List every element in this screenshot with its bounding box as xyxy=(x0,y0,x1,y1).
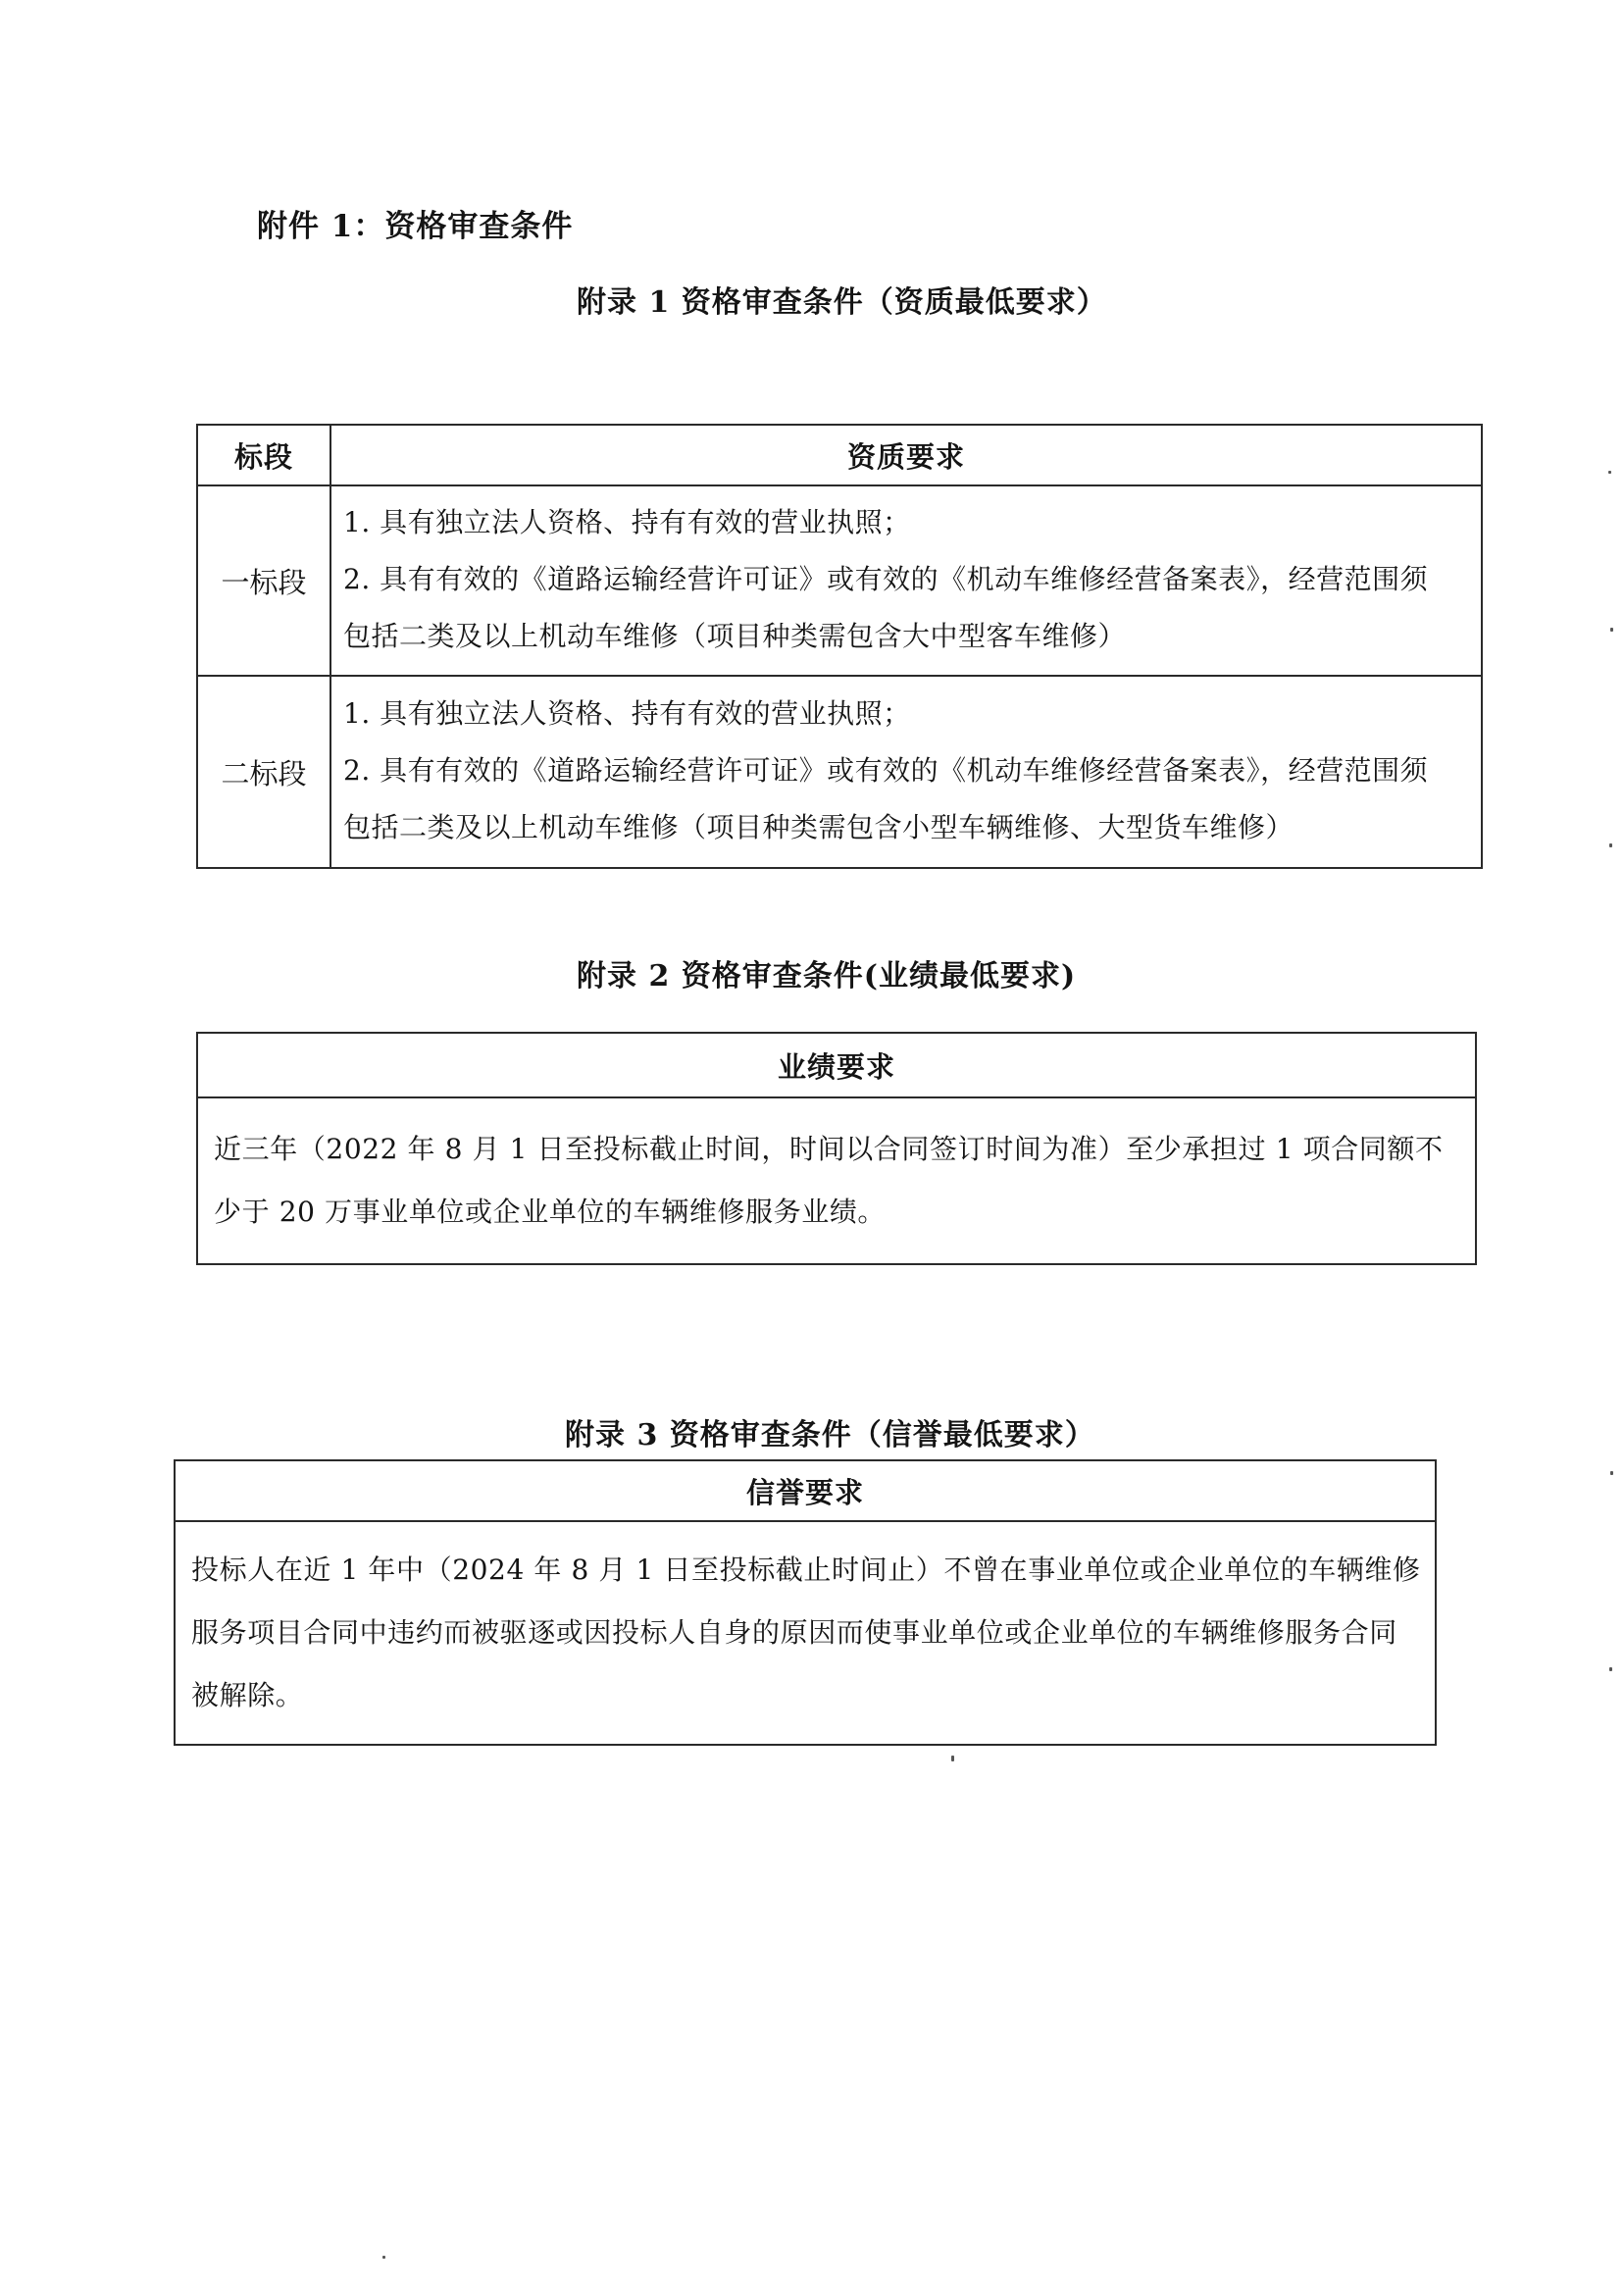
appendix1-title: 附录 1 资格审查条件（资质最低要求） xyxy=(577,285,1107,320)
performance-header: 业绩要求 xyxy=(197,1033,1476,1097)
segment-cell: 二标段 xyxy=(197,676,330,868)
requirement-line: 1. 具有独立法人资格、持有有效的营业执照； xyxy=(343,506,911,538)
scan-speck xyxy=(1608,471,1611,474)
table-row xyxy=(197,1097,1476,1264)
qualification-table xyxy=(196,424,1483,869)
attachment-title: 附件 1：资格审查条件 xyxy=(257,209,574,244)
requirement-cell xyxy=(330,676,1482,868)
credit-table-header-row xyxy=(175,1460,1436,1521)
requirement-line: 1. 具有独立法人资格、持有有效的营业执照； xyxy=(343,697,911,730)
table-row xyxy=(197,676,1482,868)
header-requirement: 资质要求 xyxy=(330,425,1482,485)
header-segment: 标段 xyxy=(197,425,330,485)
table-row xyxy=(197,485,1482,676)
appendix3-title: 附录 3 资格审查条件（信誉最低要求） xyxy=(565,1418,1095,1452)
scan-speck xyxy=(1610,1471,1613,1475)
scan-speck xyxy=(1610,628,1613,632)
requirement-line: 包括二类及以上机动车维修（项目种类需包含小型车辆维修、大型货车维修） xyxy=(343,811,1294,843)
scan-speck xyxy=(951,1756,954,1761)
segment-cell: 一标段 xyxy=(197,485,330,676)
requirement-cell xyxy=(330,485,1482,676)
appendix2-title: 附录 2 资格审查条件(业绩最低要求) xyxy=(577,959,1077,994)
performance-text: 近三年（2022 年 8 月 1 日至投标截止时间，时间以合同签订时间为准）至少承担过 1 项合同额不少于 20 万事业单位或企业单位的车辆维修服务业绩。 xyxy=(197,1097,1476,1264)
table-row xyxy=(175,1521,1436,1745)
requirement-line: 2. 具有有效的《道路运输经营许可证》或有效的《机动车维修经营备案表》，经营范围须 xyxy=(343,754,1429,787)
performance-table xyxy=(196,1032,1477,1265)
performance-table-header-row xyxy=(197,1033,1476,1097)
credit-text: 投标人在近 1 年中（2024 年 8 月 1 日至投标截止时间止）不曾在事业单位或企业单位的车辆维修服务项目合同中违约而被驱逐或因投标人自身的原因而使事业单位或企业单位的车辆维修服务合同被解除。 xyxy=(175,1521,1436,1745)
requirement-line: 2. 具有有效的《道路运输经营许可证》或有效的《机动车维修经营备案表》，经营范围须 xyxy=(343,563,1429,595)
requirement-line: 包括二类及以上机动车维修（项目种类需包含大中型客车维修） xyxy=(343,620,1127,652)
credit-header: 信誉要求 xyxy=(175,1460,1436,1521)
scan-speck xyxy=(1609,843,1612,847)
scan-speck xyxy=(1609,1667,1612,1671)
scan-speck xyxy=(382,2256,385,2259)
qualification-table-header-row xyxy=(197,425,1482,485)
credit-table xyxy=(174,1459,1437,1746)
